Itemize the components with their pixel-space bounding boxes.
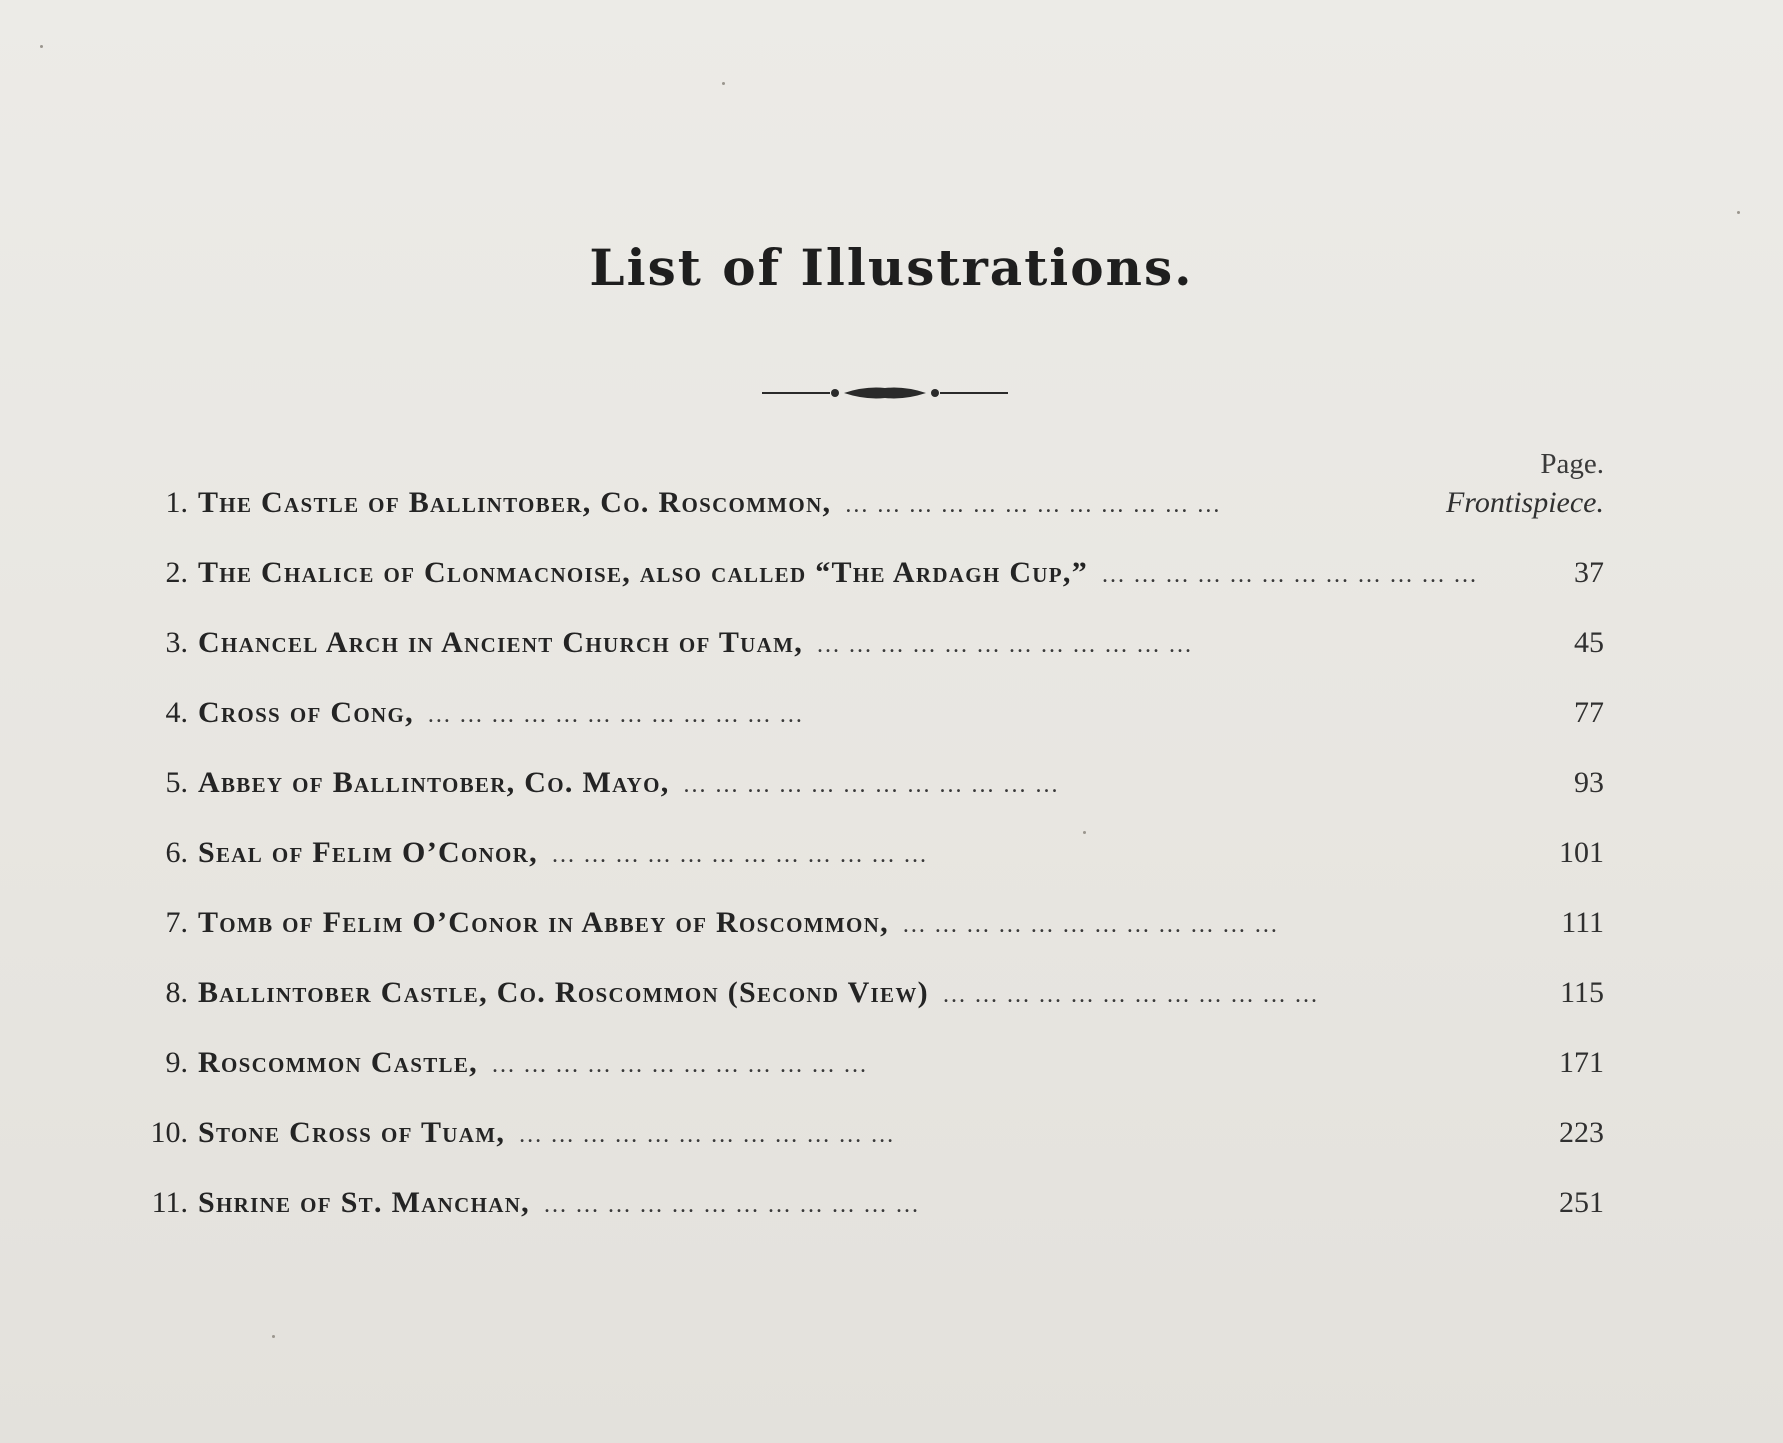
dot-leaders: ... ... ... ... ... ... ... ... ... ... ... ...	[1102, 562, 1478, 588]
item-number: 4.	[165, 696, 188, 729]
item-page: 171	[1559, 1046, 1604, 1079]
list-item	[120, 836, 1604, 886]
page-title: List of Illustrations.	[589, 238, 1194, 297]
paper-speck	[1083, 831, 1086, 834]
item-caption: Abbey of Ballintober, Co. Mayo,	[198, 766, 670, 799]
item-number: 2.	[165, 556, 188, 589]
item-caption: The Chalice of Clonmacnoise, also called “The Ardagh Cup,”	[198, 556, 1088, 589]
list-item	[120, 766, 1604, 816]
list-item	[120, 556, 1604, 606]
item-caption: Ballintober Castle, Co. Roscommon (Second View)	[198, 976, 929, 1009]
item-caption: Shrine of St. Manchan,	[198, 1186, 530, 1219]
paper-speck	[722, 82, 725, 85]
item-page: 45	[1574, 626, 1604, 659]
list-item	[120, 486, 1604, 536]
item-page: 101	[1559, 836, 1604, 869]
item-caption: Stone Cross of Tuam,	[198, 1116, 506, 1149]
item-page: 77	[1574, 696, 1604, 729]
item-caption: Tomb of Felim O’Conor in Abbey of Roscommon,	[198, 906, 889, 939]
item-page: 93	[1574, 766, 1604, 799]
item-page: Frontispiece.	[1445, 486, 1604, 519]
item-number: 3.	[165, 626, 188, 659]
list-item	[120, 1046, 1604, 1096]
item-page: 115	[1560, 976, 1604, 1009]
list-item	[120, 626, 1604, 676]
list-item	[120, 696, 1604, 746]
dot-leaders: ... ... ... ... ... ... ... ... ... ... ... ...	[519, 1122, 896, 1148]
dot-leaders: ... ... ... ... ... ... ... ... ... ... ... ...	[902, 912, 1279, 938]
item-number: 7.	[165, 906, 188, 939]
item-page: 251	[1559, 1186, 1604, 1219]
paper-speck	[40, 45, 43, 48]
list-item	[120, 906, 1604, 956]
item-page: 111	[1561, 906, 1604, 939]
list-item	[120, 1186, 1604, 1236]
item-number: 6.	[165, 836, 188, 869]
dot-leaders: ... ... ... ... ... ... ... ... ... ... ... ...	[817, 632, 1194, 658]
item-caption: Roscommon Castle,	[198, 1046, 478, 1079]
item-number: 8.	[165, 976, 188, 1009]
item-number: 9.	[165, 1046, 188, 1079]
item-number: 1.	[165, 486, 188, 519]
item-caption: The Castle of Ballintober, Co. Roscommon,	[198, 486, 832, 519]
dot-leaders: ... ... ... ... ... ... ... ... ... ... ... ...	[683, 772, 1060, 798]
dot-leaders: ... ... ... ... ... ... ... ... ... ... ... ...	[942, 982, 1319, 1008]
page-column-header: Page.	[1540, 448, 1604, 480]
list-item	[120, 1116, 1604, 1166]
dot-leaders: ... ... ... ... ... ... ... ... ... ... ... ...	[427, 702, 804, 728]
list-item	[120, 976, 1604, 1026]
dot-leaders: ... ... ... ... ... ... ... ... ... ... ... ...	[491, 1052, 868, 1078]
item-number: 11.	[151, 1186, 188, 1219]
item-caption: Seal of Felim O’Conor,	[198, 836, 538, 869]
ornament-divider	[760, 378, 1010, 408]
dot-leaders: ... ... ... ... ... ... ... ... ... ... ... ...	[551, 842, 928, 868]
item-number: 10.	[150, 1116, 188, 1149]
paper-speck	[1737, 211, 1740, 214]
item-number: 5.	[165, 766, 188, 799]
dot-leaders: ... ... ... ... ... ... ... ... ... ... ... ...	[543, 1192, 920, 1218]
item-caption: Cross of Cong,	[198, 696, 414, 729]
dot-leaders: ... ... ... ... ... ... ... ... ... ... ... ...	[845, 492, 1222, 518]
paper-speck	[272, 1335, 275, 1338]
item-page: 223	[1559, 1116, 1604, 1149]
item-caption: Chancel Arch in Ancient Church of Tuam,	[198, 626, 804, 659]
item-page: 37	[1574, 556, 1604, 589]
